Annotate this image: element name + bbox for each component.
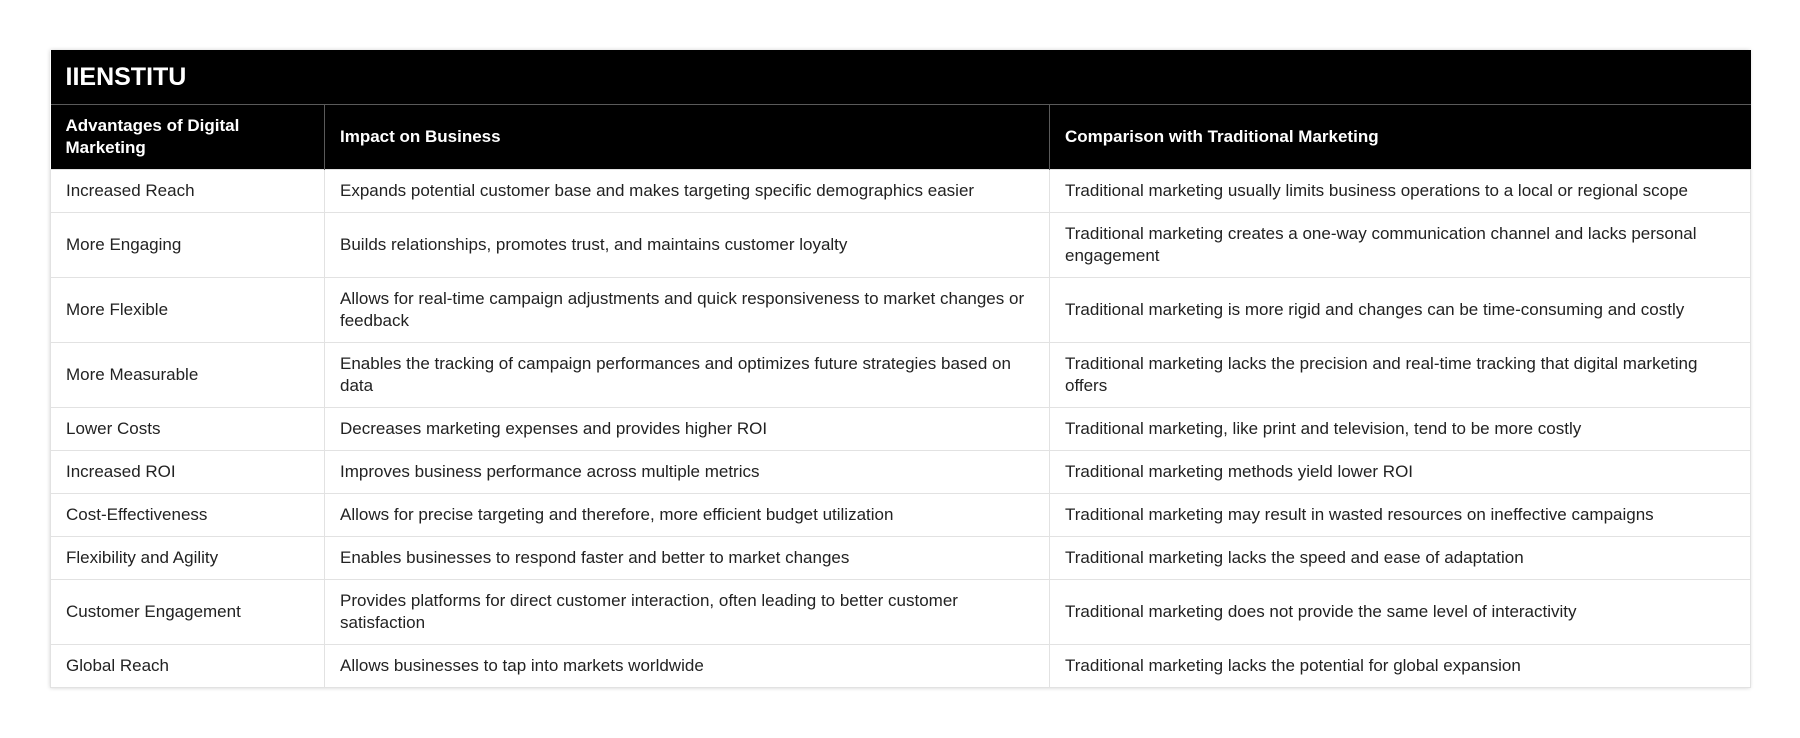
comparison-cell: Traditional marketing lacks the speed and ease of adaptation [1050, 537, 1751, 580]
table-row [51, 278, 1751, 343]
impact-cell: Improves business performance across multiple metrics [325, 451, 1050, 494]
comparison-cell: Traditional marketing creates a one-way communication channel and lacks personal engagement [1050, 213, 1751, 278]
advantage-cell: More Measurable [51, 343, 325, 408]
comparison-cell: Traditional marketing usually limits business operations to a local or regional scope [1050, 170, 1751, 213]
impact-cell: Builds relationships, promotes trust, and maintains customer loyalty [325, 213, 1050, 278]
column-header-impact: Impact on Business [325, 105, 1050, 170]
impact-cell: Allows for real-time campaign adjustments and quick responsiveness to market changes or feedback [325, 278, 1050, 343]
comparison-cell: Traditional marketing may result in wasted resources on ineffective campaigns [1050, 494, 1751, 537]
advantage-cell: Customer Engagement [51, 580, 325, 645]
table-row [51, 645, 1751, 688]
table-title: IIENSTITU [51, 50, 1751, 105]
column-header-advantages: Advantages of Digital Marketing [51, 105, 325, 170]
table-header-row [51, 105, 1751, 170]
table-row [51, 343, 1751, 408]
comparison-table [50, 50, 1751, 688]
comparison-cell: Traditional marketing, like print and television, tend to be more costly [1050, 408, 1751, 451]
comparison-cell: Traditional marketing does not provide the same level of interactivity [1050, 580, 1751, 645]
table-row [51, 213, 1751, 278]
comparison-cell: Traditional marketing is more rigid and changes can be time-consuming and costly [1050, 278, 1751, 343]
advantage-cell: Increased ROI [51, 451, 325, 494]
advantage-cell: Global Reach [51, 645, 325, 688]
advantage-cell: Flexibility and Agility [51, 537, 325, 580]
advantage-cell: More Engaging [51, 213, 325, 278]
impact-cell: Expands potential customer base and makes targeting specific demographics easier [325, 170, 1050, 213]
column-header-comparison: Comparison with Traditional Marketing [1050, 105, 1751, 170]
comparison-cell: Traditional marketing methods yield lower ROI [1050, 451, 1751, 494]
table-row [51, 170, 1751, 213]
table-row [51, 494, 1751, 537]
impact-cell: Allows for precise targeting and therefore, more efficient budget utilization [325, 494, 1050, 537]
comparison-cell: Traditional marketing lacks the potential for global expansion [1050, 645, 1751, 688]
comparison-table-container [50, 50, 1750, 688]
advantage-cell: Lower Costs [51, 408, 325, 451]
table-row [51, 580, 1751, 645]
impact-cell: Enables the tracking of campaign performances and optimizes future strategies based on data [325, 343, 1050, 408]
table-row [51, 537, 1751, 580]
comparison-cell: Traditional marketing lacks the precision and real-time tracking that digital marketing offers [1050, 343, 1751, 408]
advantage-cell: Cost-Effectiveness [51, 494, 325, 537]
impact-cell: Enables businesses to respond faster and better to market changes [325, 537, 1050, 580]
table-row [51, 408, 1751, 451]
impact-cell: Decreases marketing expenses and provides higher ROI [325, 408, 1050, 451]
advantage-cell: Increased Reach [51, 170, 325, 213]
advantage-cell: More Flexible [51, 278, 325, 343]
table-row [51, 451, 1751, 494]
impact-cell: Allows businesses to tap into markets worldwide [325, 645, 1050, 688]
table-title-row [51, 50, 1751, 105]
impact-cell: Provides platforms for direct customer interaction, often leading to better customer satisfaction [325, 580, 1050, 645]
